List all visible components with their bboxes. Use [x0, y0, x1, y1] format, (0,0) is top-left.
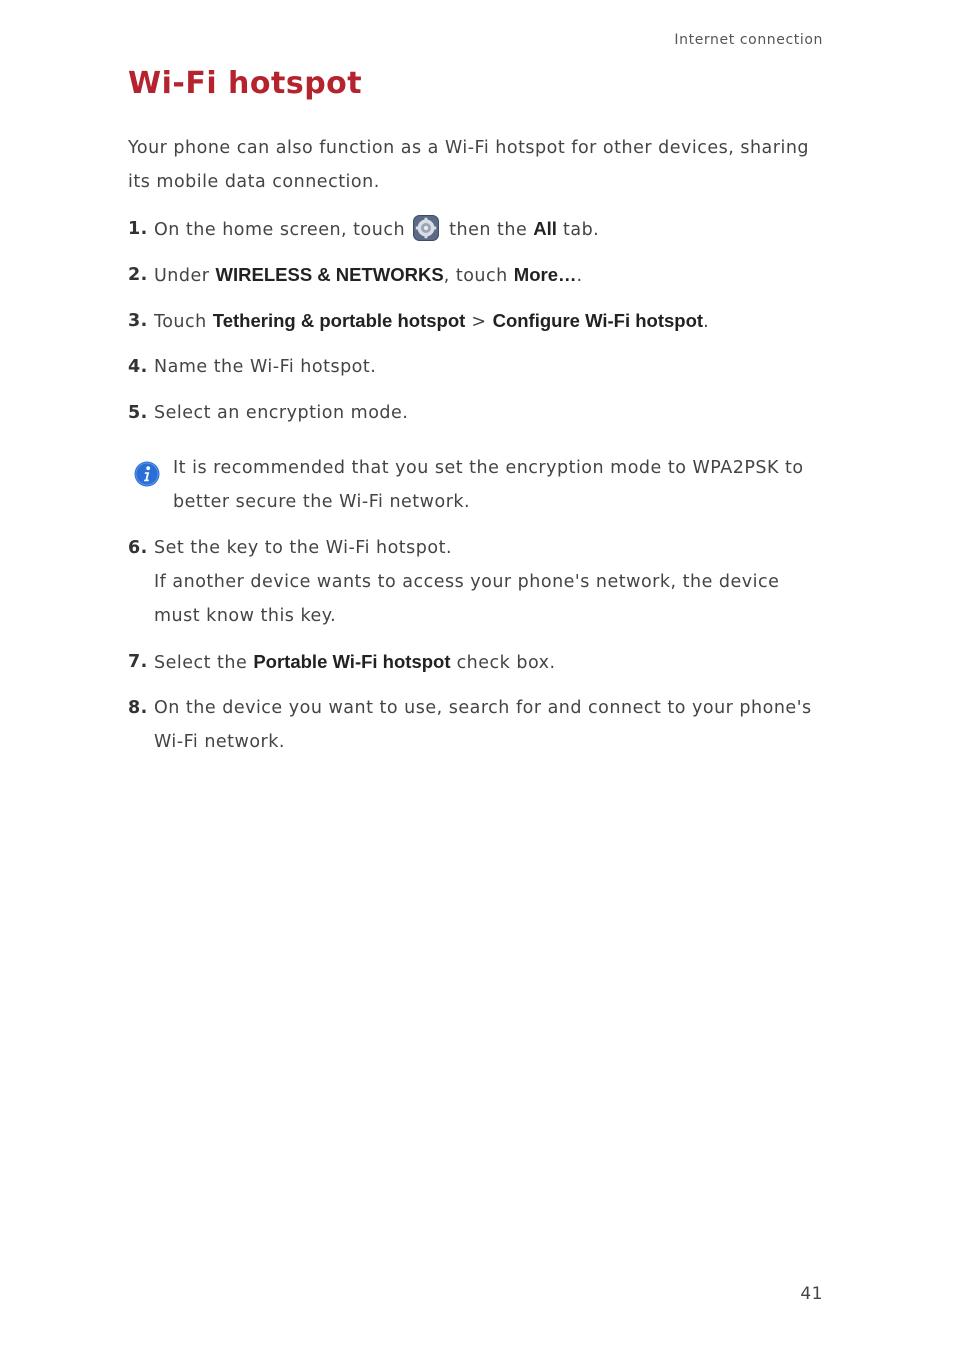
step-text: Name the Wi-Fi hotspot. — [154, 357, 377, 377]
step-number: 4. — [128, 357, 148, 377]
step-number: 6. — [128, 538, 148, 558]
step-text: Select an encryption mode. — [154, 403, 409, 423]
step-1 — [128, 212, 828, 247]
note-box — [128, 451, 828, 519]
step-number: 3. — [128, 311, 148, 331]
step-subtext: If another device wants to access your phone's network, the device must know this key. — [154, 572, 780, 626]
step-4 — [128, 350, 828, 384]
step-number: 2. — [128, 265, 148, 285]
step-text: . — [703, 312, 710, 332]
step-text: On the device you want to use, search for and connect to your phone's Wi-Fi network. — [154, 698, 812, 752]
step-text: On the home screen, touch — [154, 220, 406, 240]
running-header: Internet connection — [674, 32, 823, 48]
step-text: . — [576, 266, 583, 286]
step-text: , touch — [443, 266, 514, 286]
settings-gear-icon — [413, 215, 439, 241]
page-number: 41 — [800, 1284, 823, 1304]
more-label: More… — [513, 264, 577, 285]
step-text: Touch — [154, 312, 213, 332]
step-text: Select the — [154, 653, 254, 673]
note-text: It is recommended that you set the encryption mode to WPA2PSK to better secure the Wi-Fi network. — [173, 458, 804, 512]
step-7 — [128, 645, 828, 680]
step-3 — [128, 304, 828, 339]
step-8 — [128, 691, 828, 759]
info-icon — [134, 461, 160, 487]
wireless-networks-label: WIRELESS & NETWORKS — [215, 264, 444, 285]
step-5 — [128, 396, 828, 430]
step-number: 8. — [128, 698, 148, 718]
step-number: 5. — [128, 403, 148, 423]
step-6 — [128, 531, 828, 633]
configure-hotspot-label: Configure Wi-Fi hotspot — [492, 310, 704, 331]
step-number: 7. — [128, 652, 148, 672]
step-2 — [128, 258, 828, 293]
step-text: then the — [443, 220, 534, 240]
portable-hotspot-label: Portable Wi-Fi hotspot — [253, 651, 451, 672]
all-tab-label: All — [533, 218, 557, 239]
step-number: 1. — [128, 219, 148, 239]
step-text: check box. — [450, 653, 556, 673]
intro-paragraph: Your phone can also function as a Wi-Fi hotspot for other devices, sharing its mobile data connection. — [128, 138, 810, 192]
step-text: Under — [154, 266, 216, 286]
page-title: Wi-Fi hotspot — [128, 66, 363, 101]
step-text: Set the key to the Wi-Fi hotspot. — [154, 538, 453, 558]
step-text: tab. — [556, 220, 600, 240]
tethering-label: Tethering & portable hotspot — [212, 310, 466, 331]
step-text: > — [465, 312, 493, 332]
